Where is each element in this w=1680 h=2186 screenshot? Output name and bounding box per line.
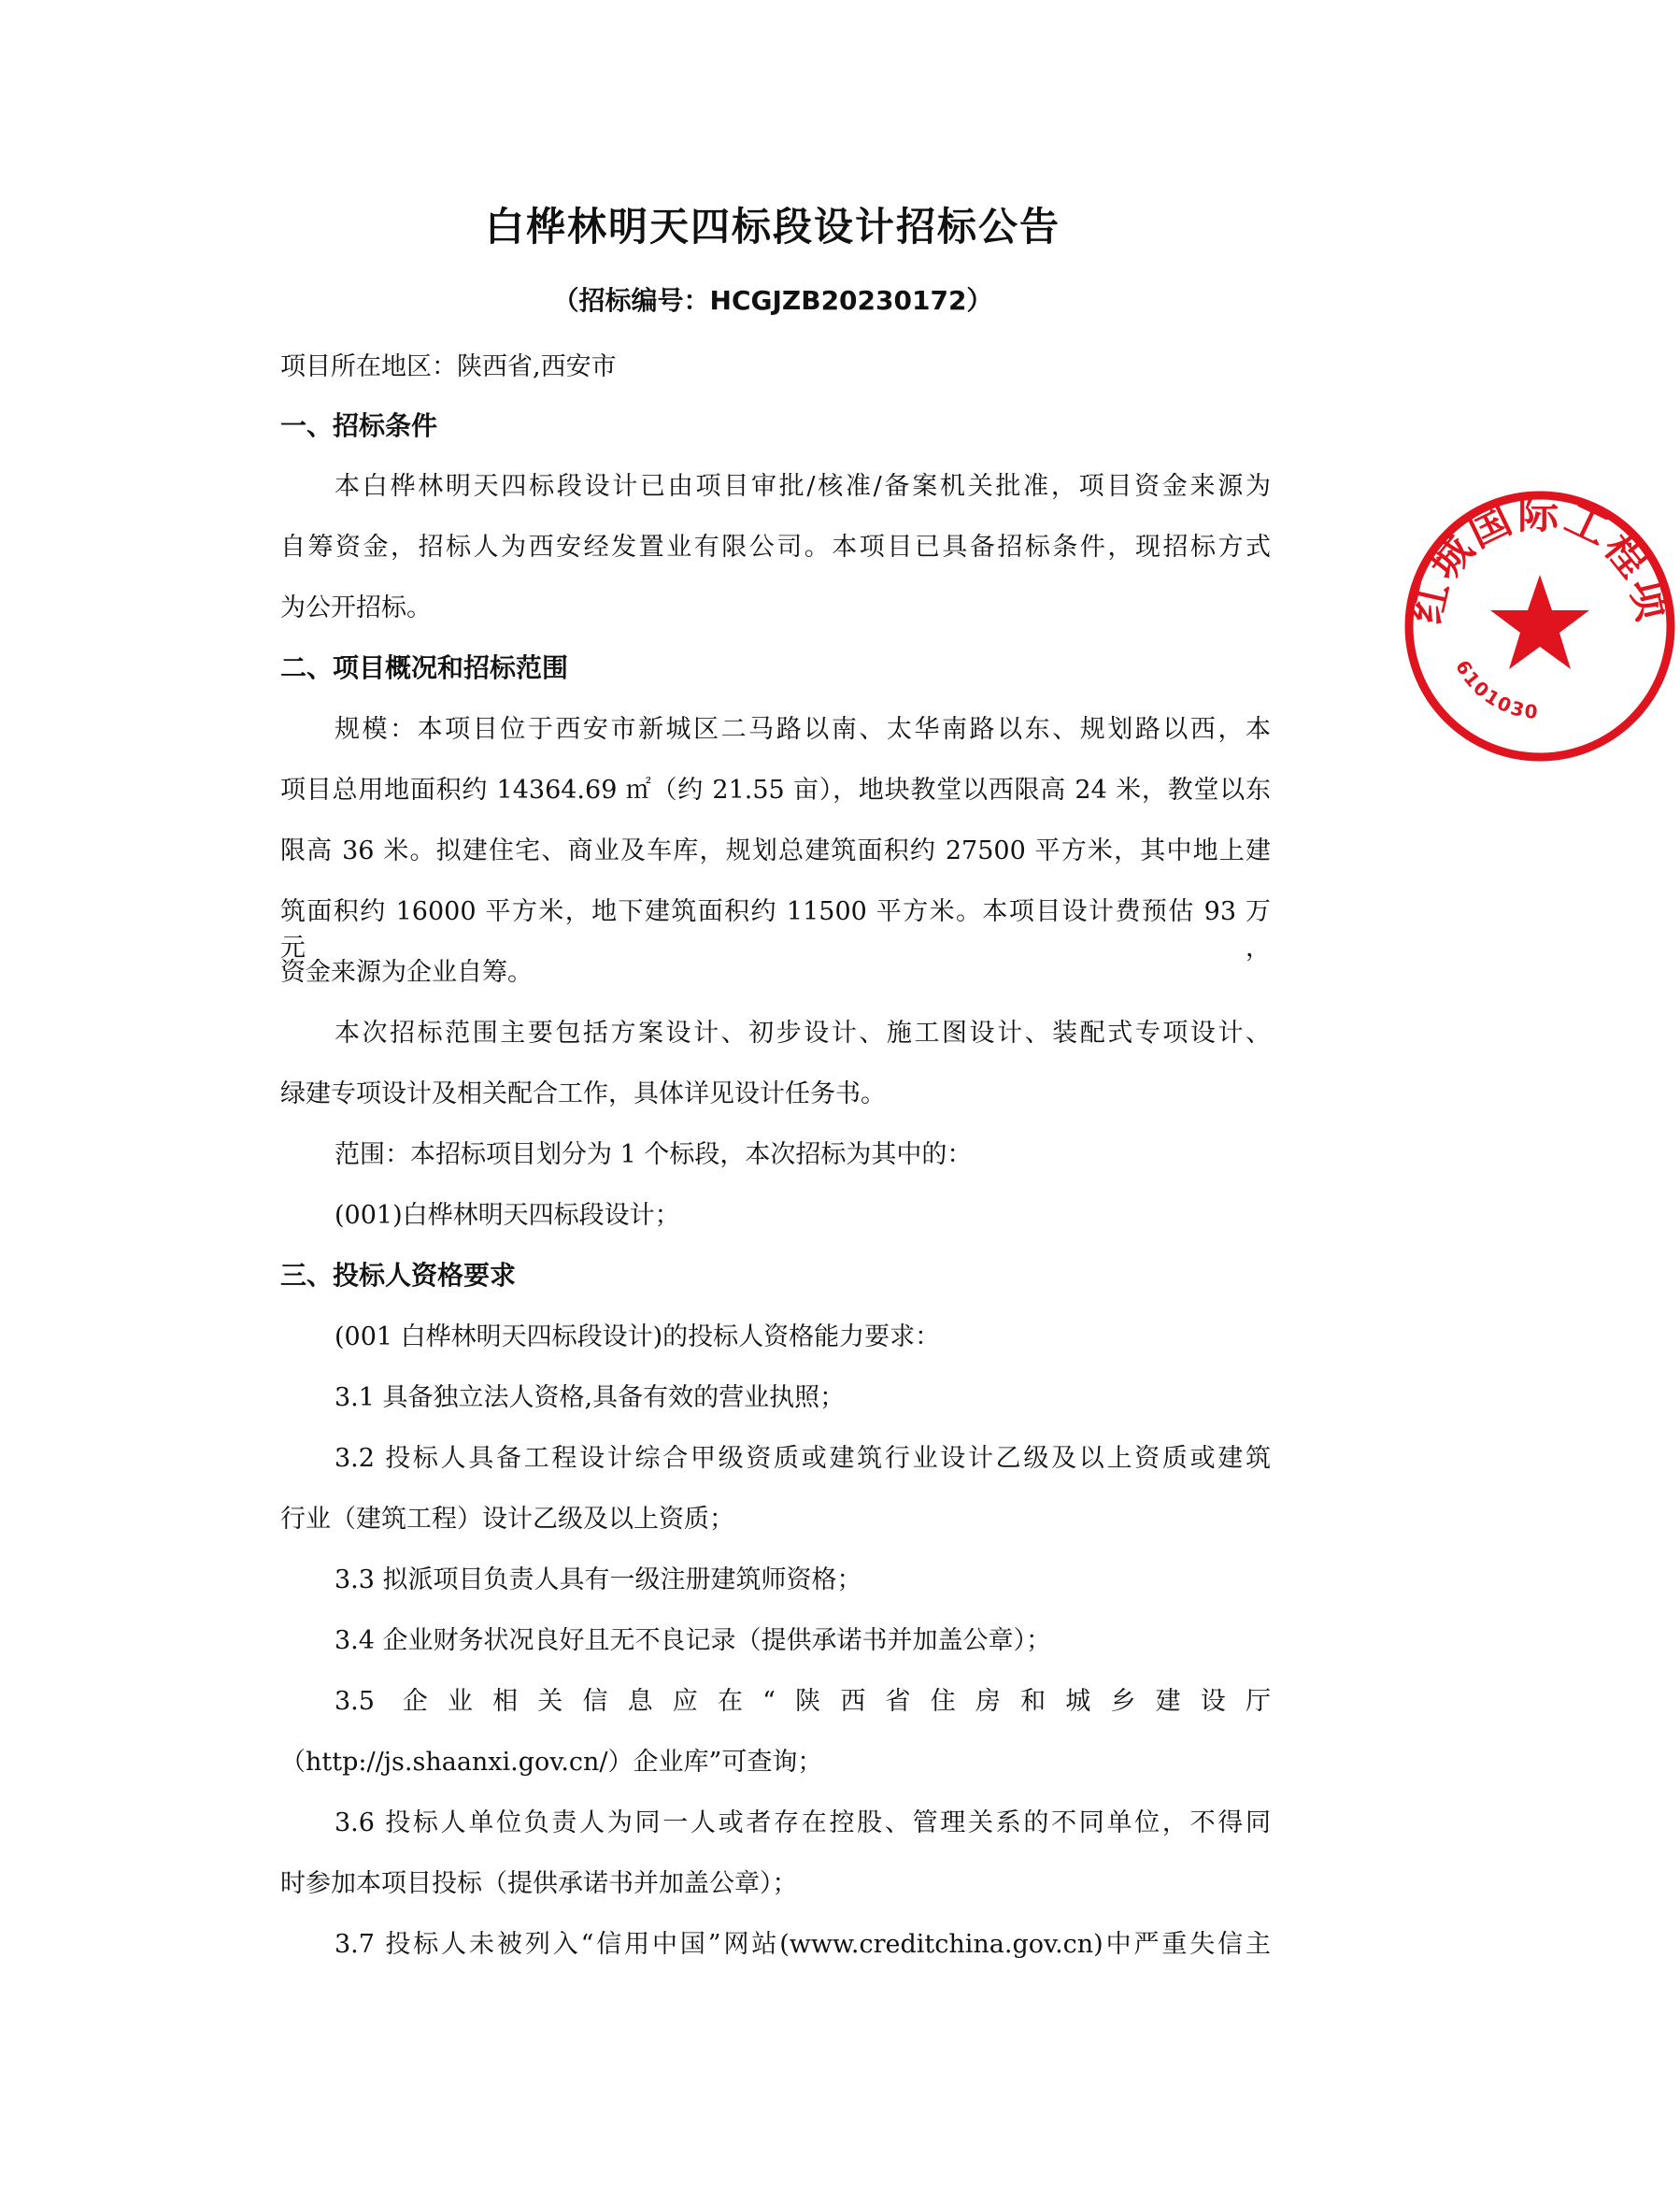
paragraph-line: 自筹资金，招标人为西安经发置业有限公司。本项目已具备招标条件，现招标方式 (280, 533, 1271, 562)
paragraph-line: 行业（建筑工程）设计乙级及以上资质； (280, 1505, 734, 1534)
paragraph-line: (001)白桦林明天四标段设计； (335, 1201, 680, 1230)
tender-number: （招标编号：HCGJZB20230172） (552, 285, 993, 316)
seal-arc-text: 红城国际工程项 (1402, 490, 1677, 629)
requirement-3-1: 3.1 具备独立法人资格,具备有效的营业执照； (335, 1383, 846, 1412)
requirement-3-7: 3.7 投标人未被列入“信用中国”网站(www.creditchina.gov.cn)中严重失信主 (335, 1930, 1271, 1959)
section-2-heading: 二、项目概况和招标范围 (280, 652, 569, 683)
paragraph-line: 本次招标范围主要包括方案设计、初步设计、施工图设计、装配式专项设计、 (335, 1019, 1271, 1048)
requirement-3-3: 3.3 拟派项目负责人具有一级注册建筑师资格； (335, 1565, 862, 1594)
paragraph-line: 本白桦林明天四标段设计已由项目审批/核准/备案机关批准，项目资金来源为 (335, 472, 1271, 501)
paragraph-line: 为公开招标。 (280, 593, 432, 622)
requirement-3-5: 3.5 企业相关信息应在“陕西省住房和城乡建设厅 (335, 1687, 1271, 1716)
paragraph-line: 范围：本招标项目划分为 1 个标段，本次招标为其中的： (335, 1140, 973, 1169)
paragraph-line: 绿建专项设计及相关配合工作，具体详见设计任务书。 (280, 1079, 886, 1108)
paragraph-line: 资金来源为企业自筹。 (280, 958, 533, 987)
paragraph-line: 项目总用地面积约 14364.69 ㎡（约 21.55 亩），地块教堂以西限高 24 米，教堂以东 (280, 776, 1271, 805)
paragraph-line: 筑面积约 16000 平方米，地下建筑面积约 11500 平方米。本项目设计费预估 93 万元， (280, 897, 1271, 963)
seal-number: 6101030 (1451, 656, 1541, 724)
paragraph-line: 限高 36 米。拟建住宅、商业及车库，规划总建筑面积约 27500 平方米，其中地上建 (280, 836, 1271, 865)
requirement-3-4: 3.4 企业财务状况良好且无不良记录（提供承诺书并加盖公章）； (335, 1626, 1052, 1655)
section-3-heading: 三、投标人资格要求 (280, 1260, 517, 1291)
requirement-3-6: 3.6 投标人单位负责人为同一人或者存在控股、管理关系的不同单位，不得同 (335, 1808, 1271, 1837)
requirement-3-2: 3.2 投标人具备工程设计综合甲级资质或建筑行业设计乙级及以上资质或建筑 (335, 1444, 1271, 1473)
page-title: 白桦林明天四标段设计招标公告 (484, 204, 1061, 250)
star-icon (1490, 575, 1589, 669)
company-seal-stamp (1400, 486, 1680, 766)
paragraph-line: 规模：本项目位于西安市新城区二马路以南、太华南路以东、规划路以西，本 (335, 715, 1271, 744)
paragraph-line: 时参加本项目投标（提供承诺书并加盖公章）； (280, 1869, 798, 1898)
paragraph-line: (001 白桦林明天四标段设计)的投标人资格能力要求： (335, 1322, 941, 1351)
project-location: 项目所在地区：陕西省,西安市 (280, 352, 617, 381)
paragraph-line: （http://js.shaanxi.gov.cn/）企业库”可查询； (280, 1748, 823, 1777)
section-1-heading: 一、招标条件 (280, 410, 438, 441)
